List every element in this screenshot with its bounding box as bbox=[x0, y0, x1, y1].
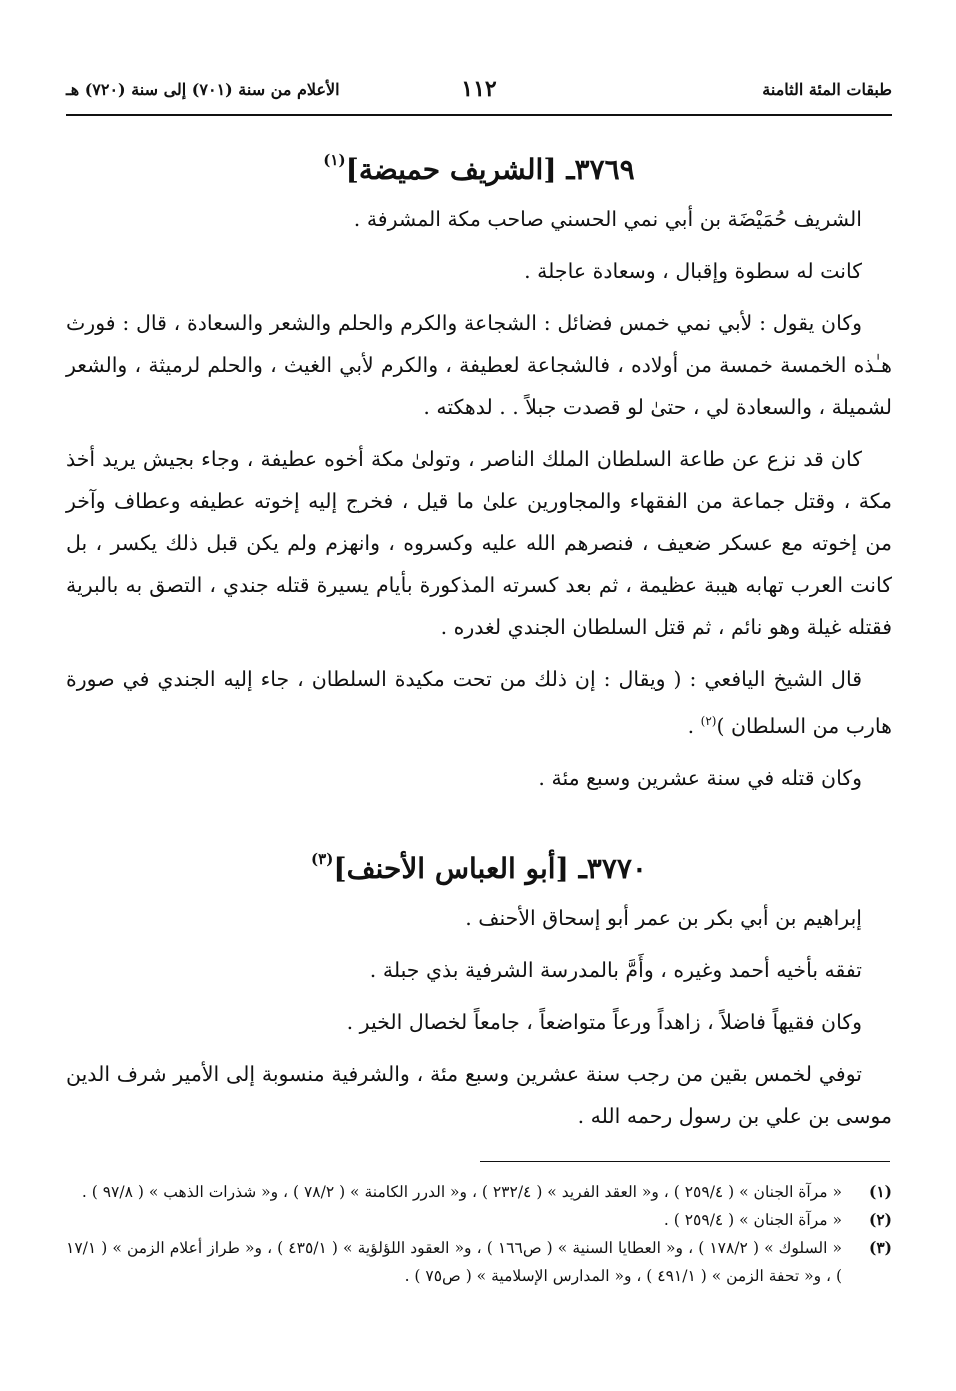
paragraph-quote bbox=[66, 658, 892, 747]
header-rule bbox=[66, 114, 892, 116]
footnote-number: (٢) bbox=[868, 1210, 892, 1229]
paragraph: توفي لخمس بقين من رجب سنة عشرين وسبع مئة ، والشرفية منسوبة إلى الأمير شرف الدين موسى بن علي بن رسول رحمه الله . bbox=[66, 1061, 892, 1128]
header-book-range: الأعلام من سنة (٧٠١) إلى سنة (٧٢٠) هـ bbox=[66, 80, 340, 99]
running-header bbox=[66, 76, 892, 110]
main-text bbox=[66, 138, 892, 1147]
footnote-text: « السلوك » ( ١٧٨/٢ ) ، و« العطايا السنية » ( ص١٦٦ ) ، و« العقود اللؤلؤية » ( ٤٣٥/١ ) ، و« طراز أعلام الزمن » ( ١٧/١ ) ، و« تحفة الزمن » ( ٤٩١/١ ) ، و« المدارس الإسلامية » ( ص٧٥ ) . bbox=[66, 1239, 842, 1285]
entry-title-text: ٣٧٧٠ـ [أبو العباس الأحنف] bbox=[333, 851, 647, 885]
paragraph: وكان قتله في سنة عشرين وسبع مئة . bbox=[538, 765, 862, 790]
footnote-1 bbox=[66, 1178, 892, 1206]
footnote-text: « مرآة الجنان » ( ٢٥٩/٤ ) . bbox=[663, 1211, 842, 1229]
entry-title-text: ٣٧٦٩ـ [الشريف حميضة] bbox=[345, 153, 635, 186]
footnote-ref: (٣) bbox=[311, 849, 334, 868]
paragraph: كانت له سطوة وإقبال ، وسعادة عاجلة . bbox=[524, 259, 862, 283]
page-number: ١١٢ bbox=[461, 76, 497, 102]
header-section-title: طبقات المئة الثامنة bbox=[762, 80, 892, 99]
paragraph: تفقه بأخيه أحمد وغيره ، وأَمَّ بالمدرسة الشرفية بذي جبلة . bbox=[369, 957, 862, 982]
footnote-ref: (٢) bbox=[700, 714, 717, 728]
footnote-ref: (١) bbox=[323, 151, 346, 169]
footnote-3 bbox=[66, 1234, 892, 1290]
entry-title-3770 bbox=[66, 837, 892, 891]
footnote-2 bbox=[66, 1206, 892, 1234]
paragraph: وكان يقول : لأبي نمي خمس فضائل : الشجاعة والكرم والحلم والشعر والسعادة ، قال : فورث هـٰذه الخمسة خمسة من أولاده ، فالشجاعة لعطيفة ، والكرم لأبي الغيث ، والحلم لرميثة ، والشعر لشميلة ، والسعادة لي ، حتىٰ لو قصدت جبلاً . . لدهكته . bbox=[66, 311, 892, 419]
footnote-number: (١) bbox=[868, 1182, 892, 1201]
footnotes bbox=[66, 1178, 892, 1290]
paragraph: إبراهيم بن أبي بكر بن عمر أبو إسحاق الأحنف . bbox=[465, 905, 862, 930]
paragraph: كان قد نزع عن طاعة السلطان الملك الناصر ، وتولىٰ مكة أخوه عطيفة ، وجاء بجيش يريد أخذ مكة ، وقتل جماعة من الفقهاء والمجاورين علىٰ ما قيل ، فخرج إليه إخوته عطيفه وعطاف وآخر من إخوته مع عسكر ضعيف ، فنصرهم الله عليه وكسروه ، وانهزم ولم يكن قبل ذلك يكسر ، بل كانت العرب تهابه هيبة عظيمة ، ثم بعد كسرته المذكورة بأيام يسيرة قتله جندي ، التصق به بالبرية فقتله غيلة وهو نائم ، ثم قتل السلطان الجندي لغدره . bbox=[66, 447, 892, 639]
quote-tail: . bbox=[687, 713, 701, 738]
footnote-text: « مرآة الجنان » ( ٢٥٩/٤ ) ، و« العقد الفريد » ( ٢٣٢/٤ ) ، و« الدرر الكامنة » ( ٧٨/٢ ) ، و« شذرات الذهب » ( ٩٧/٨ ) . bbox=[81, 1183, 842, 1201]
footnote-number: (٣) bbox=[868, 1238, 892, 1257]
quote-text: قال الشيخ اليافعي : ( ويقال : إن ذلك من تحت مكيدة السلطان ، جاء إليه الجندي في صورة هارب من السلطان ) bbox=[66, 667, 892, 738]
paragraph: الشريف حُمَيْضَة بن أبي نمي الحسني صاحب مكة المشرفة . bbox=[353, 207, 862, 231]
entry-title-3769 bbox=[66, 138, 892, 192]
paragraph: وكان فقيهاً فاضلاً ، زاهداً ورعاً متواضعاً ، جامعاً لخصال الخير . bbox=[346, 1009, 862, 1034]
footnote-rule bbox=[480, 1161, 890, 1162]
